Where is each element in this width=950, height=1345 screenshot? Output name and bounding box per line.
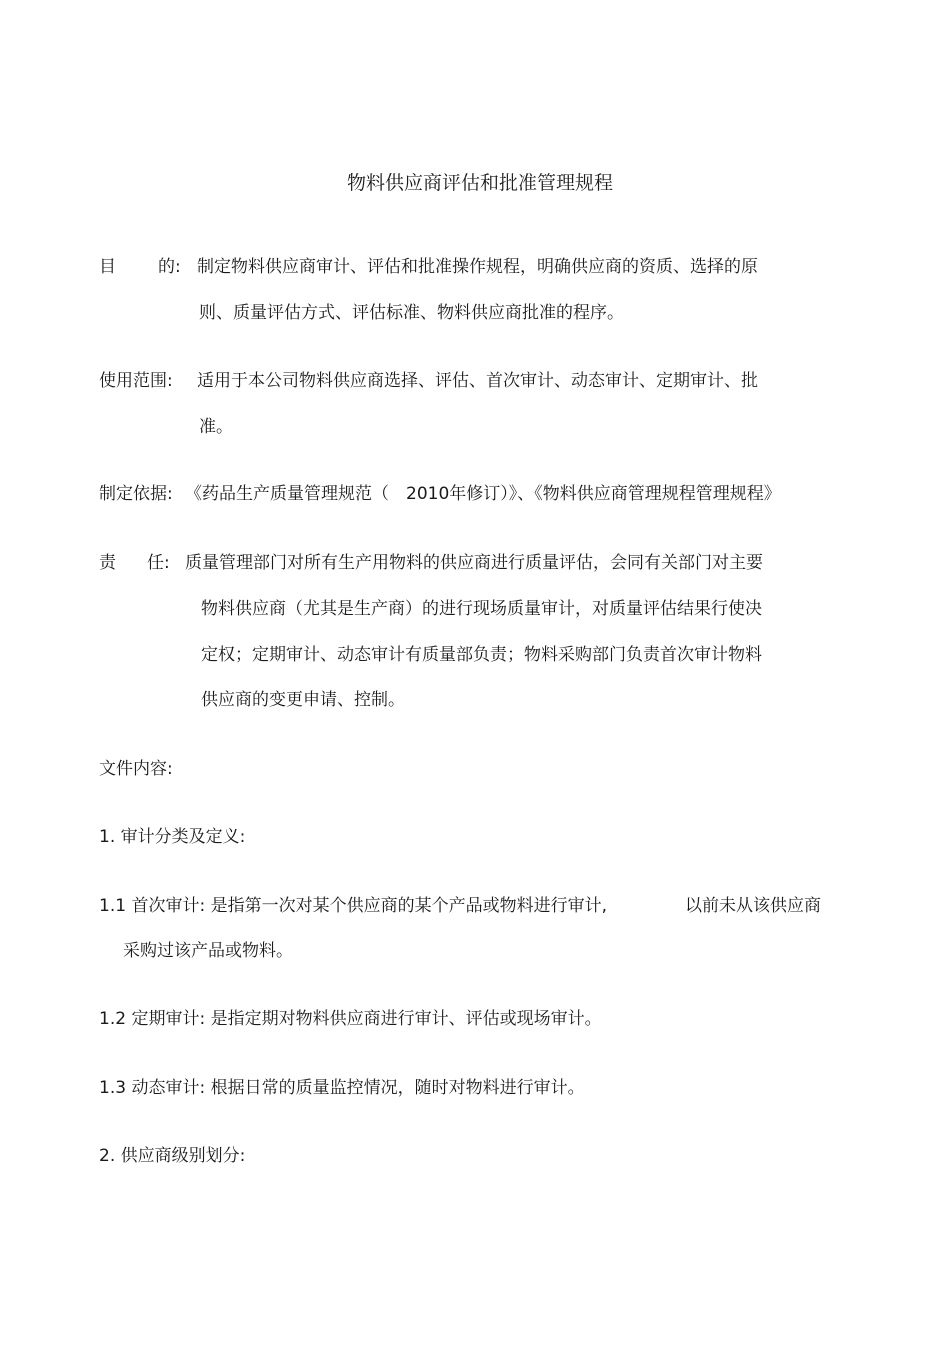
document-title: 物料供应商评估和批准管理规程 xyxy=(346,172,613,194)
scope-text-line2: 准。 xyxy=(199,417,233,437)
section-heading-2: 2. 供应商级别划分: xyxy=(99,1146,246,1166)
section-1-1-text-a: 1.1 首次审计: 是指第一次对某个供应商的某个产品或物料进行审计, xyxy=(99,896,607,916)
responsibility-text-line3: 定权；定期审计、动态审计有质量部负责；物料采购部门负责首次审计物料 xyxy=(201,645,762,665)
basis-label: 制定依据: xyxy=(99,484,173,504)
section-1-2-text: 1.2 定期审计: 是指定期对物料供应商进行审计、评估或现场审计。 xyxy=(99,1009,602,1029)
responsibility-text-line1: 质量管理部门对所有生产用物料的供应商进行质量评估，会同有关部门对主要 xyxy=(185,553,763,573)
purpose-label-1: 目 xyxy=(99,257,116,277)
section-heading-1: 1. 审计分类及定义: xyxy=(99,827,246,847)
basis-text: 《药品生产质量管理规范（ 2010年修订）》、《物料供应商管理规程管理规程》 xyxy=(185,484,781,504)
responsibility-text-line4: 供应商的变更申请、控制。 xyxy=(201,690,405,710)
scope-text-line1: 适用于本公司物料供应商选择、评估、首次审计、动态审计、定期审计、批 xyxy=(197,371,758,391)
responsibility-text-line2: 物料供应商（尤其是生产商）的进行现场质量审计，对质量评估结果行使决 xyxy=(201,599,762,619)
contents-label: 文件内容: xyxy=(99,759,173,779)
scope-label: 使用范围: xyxy=(99,371,173,391)
responsibility-label-2: 任: xyxy=(147,553,170,573)
purpose-text-line2: 则、质量评估方式、评估标准、物料供应商批准的程序。 xyxy=(199,303,624,323)
purpose-label-2: 的: xyxy=(158,257,181,277)
section-1-1-text-line2: 采购过该产品或物料。 xyxy=(123,941,293,961)
responsibility-label-1: 责 xyxy=(99,553,116,573)
section-1-3-text: 1.3 动态审计: 根据日常的质量监控情况，随时对物料进行审计。 xyxy=(99,1078,585,1098)
section-1-1-text-b: 以前未从该供应商 xyxy=(685,896,821,916)
purpose-text-line1: 制定物料供应商审计、评估和批准操作规程，明确供应商的资质、选择的原 xyxy=(197,257,758,277)
